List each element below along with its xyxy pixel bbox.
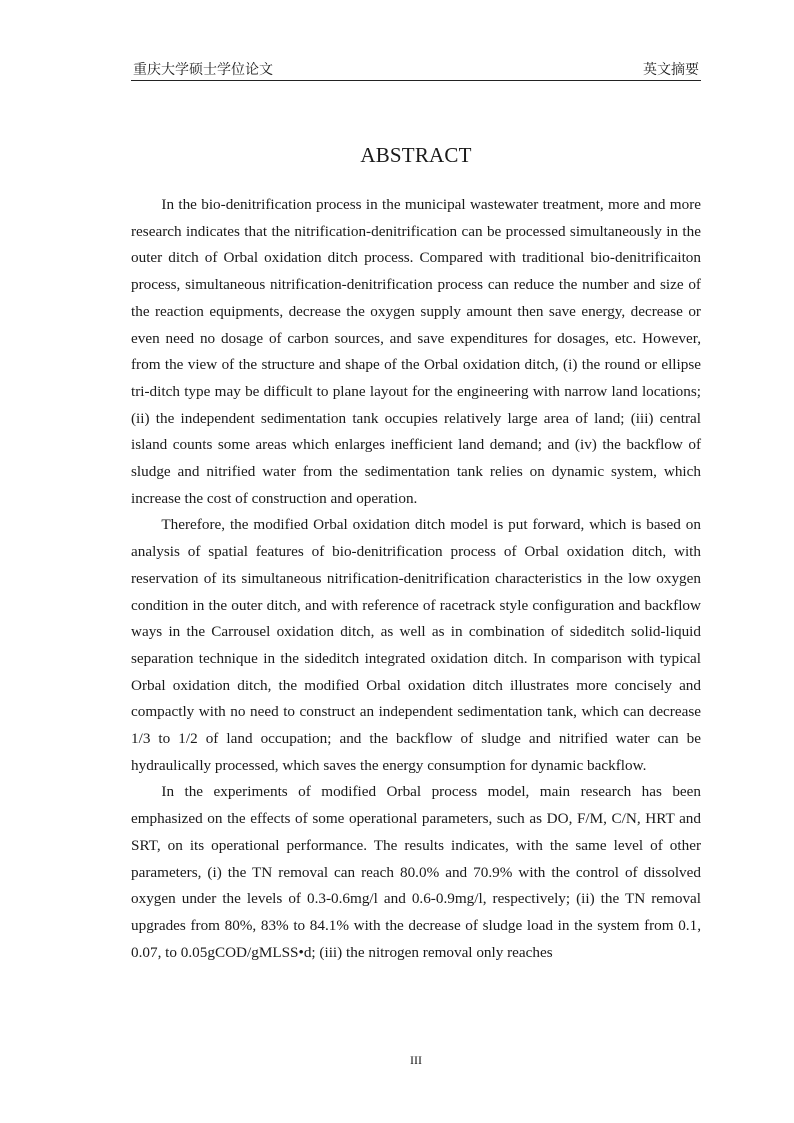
abstract-title: ABSTRACT — [360, 143, 472, 167]
paragraph-2: Therefore, the modified Orbal oxidation ditch model is put forward, which is based on analysis of spatial features of bio-denitrification process of Orbal oxidation ditch, with reservation of its simultaneous nitrification-denitrification characteristics in the low oxygen condition in the outer ditch, and with reference of racetrack style configuration and backflow ways in the Carrousel oxidation ditch, as well as in combination of sideditch solid-liquid separation technique in the sideditch integrated oxidation ditch. In comparison with typical Orbal oxidation ditch, the modified Orbal oxidation ditch illustrates more concisely and compactly with no need to construct an independent sedimentation tank, which can decrease 1/3 to 1/2 of land occupation; and the backflow of sludge and nitrified water can be hydraulically processed, which saves the energy consumption for dynamic backflow. — [131, 516, 701, 774]
paragraph-3: In the experiments of modified Orbal process model, main research has been emphasized on the effects of some operational parameters, such as DO, F/M, C/N, HRT and SRT, on its operational performance. The results indicates, with the same level of other parameters, (i) the TN removal can reach 80.0% and 70.9% with the control of dissolved oxygen under the levels of 0.3-0.6mg/l and 0.6-0.9mg/l, respectively; (ii) the TN removal upgrades from 80%, 83% to 84.1% with the decrease of sludge load in the system from 0.1, 0.07, to 0.05gCOD/gMLSS•d; (iii) the nitrogen removal only reaches — [131, 783, 701, 961]
paragraph-1: In the bio-denitrification process in the municipal wastewater treatment, more and more research indicates that the nitrification-denitrification can be processed simultaneously in the outer ditch of Orbal oxidation ditch process. Compared with traditional bio-denitrificaiton process, simultaneous nitrification-denitrification process can reduce the number and size of the reaction equipments, decrease the oxygen supply amount then save energy, decrease or even need no dosage of carbon sources, and save expenditures for dosages, etc. However, from the view of the structure and shape of the Orbal oxidation ditch, (i) the round or ellipse tri-ditch type may be difficult to plane layout for the engineering with narrow land locations; (ii) the independent sedimentation tank occupies relatively large area of land; (iii) central island counts some areas which enlarges inefficient land demand; and (iv) the backflow of sludge and nitrified water from the sedimentation tank relies on dynamic system, which increase the cost of construction and operation. — [131, 196, 701, 507]
header-thesis-title: 重庆大学硕士学位论文 — [133, 63, 273, 78]
header-section-name: 英文摘要 — [643, 63, 699, 78]
header-divider — [131, 80, 701, 81]
page-header — [131, 62, 701, 80]
page-number: III — [410, 1053, 422, 1067]
abstract-body — [131, 192, 701, 966]
